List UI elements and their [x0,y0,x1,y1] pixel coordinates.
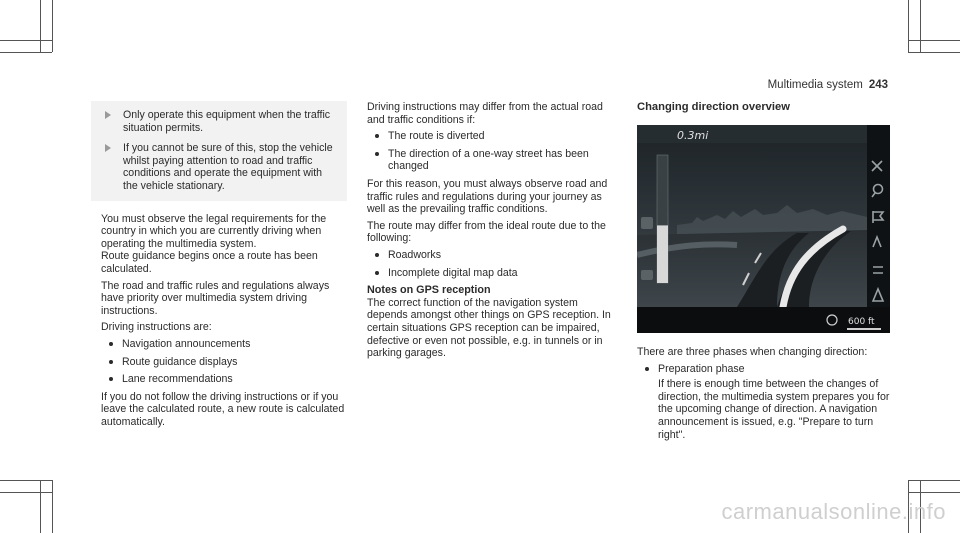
column-1 [91,101,347,432]
paragraph: If you do not follow the driving instructions or if you leave the calculated route, a new route is calculated automatically. [101,390,345,428]
paragraph: You must observe the legal requirements for the country in which you are currently driving when operating the multimedia system. [101,212,327,250]
list-item: The direction of a one-way street has been changed [367,148,615,173]
warning-item: Only operate this equipment when the traffic situation permits. [91,109,337,134]
crop-mark [40,480,41,533]
bullet-icon [109,377,113,381]
distance-progress-bar [657,225,668,283]
list-item: Roadworks [367,249,615,262]
crop-mark [908,480,960,481]
section-heading: Notes on GPS reception [367,284,491,297]
list-item: Lane recommendations [101,373,347,386]
list-item-text: If there is enough time between the changes of direction, the multimedia system prepares you for the upcoming change of direction. A navigation announcement is issued, e.g. "Prepare to turn right". [658,378,890,441]
crop-mark [0,52,52,53]
list-item: The route is diverted [367,130,615,143]
paragraph: For this reason, you must always observe road and traffic rules and regulations during your journey as well as the prevailing traffic conditions. [367,177,608,216]
crop-mark [908,0,909,52]
section-title: Multimedia system [767,79,863,91]
navigation-screen-image [637,125,890,333]
triangle-bullet-icon [105,111,111,119]
paragraph: Driving instructions may differ from the actual road and traffic conditions if: [367,101,603,126]
list-item: Incomplete digital map data [367,267,615,280]
section-heading: Changing direction overview [637,101,790,113]
warning-box [91,101,347,201]
watermark-text: carmanualsonline.info [721,499,946,524]
warning-item: If you cannot be sure of this, stop the vehicle whilst paying attention to road and traffic conditions and operate the equipment with the vehicle stationary. [91,142,337,192]
triangle-bullet-icon [105,144,111,152]
list-item-title: Preparation phase [658,362,745,375]
distance-readout: 0.3mi [677,129,709,142]
bullet-icon [109,342,113,346]
paragraph: The road and traffic rules and regulations always have priority over multimedia system driving instructions. [101,279,330,317]
paragraph: Route guidance begins once a route has been calculated. [101,250,318,275]
map-scale-label: 600 ft [848,317,875,327]
crop-mark [40,0,41,52]
page-number: 243 [868,79,888,91]
crop-mark [0,480,52,481]
crop-mark [52,480,53,533]
bullet-icon [375,134,379,138]
crop-mark [52,0,53,52]
bullet-icon [375,152,379,156]
bullet-list [367,249,615,279]
navigation-screen-svg [637,125,890,333]
bullet-icon [645,367,649,371]
crop-mark [0,492,52,493]
paragraph: There are three phases when changing direction: [637,346,868,358]
column-3-text [637,346,899,446]
crop-mark [908,52,960,53]
bullet-icon [375,271,379,275]
column-3 [637,101,897,114]
column-2 [367,101,615,364]
list-item [637,363,899,442]
bullet-icon [109,360,113,364]
bullet-list [637,363,899,442]
paragraph: The route may differ from the ideal route due to the following: [367,219,606,245]
paragraph: Driving instructions are: [101,321,212,334]
page-header [768,79,888,91]
paragraph: The correct function of the navigation system depends amongst other things on GPS reception. In certain situations GPS reception can be impaired, defective or even not possible, e.g. in tunnels or in parking garages. [367,296,611,360]
list-item: Route guidance displays [101,356,347,369]
crop-mark [920,0,921,52]
bullet-icon [375,253,379,257]
list-item: Navigation announcements [101,338,347,351]
crop-mark [908,40,960,41]
bullet-list [367,130,615,173]
crop-mark [908,492,960,493]
crop-mark [0,40,52,41]
bullet-list [101,338,347,386]
